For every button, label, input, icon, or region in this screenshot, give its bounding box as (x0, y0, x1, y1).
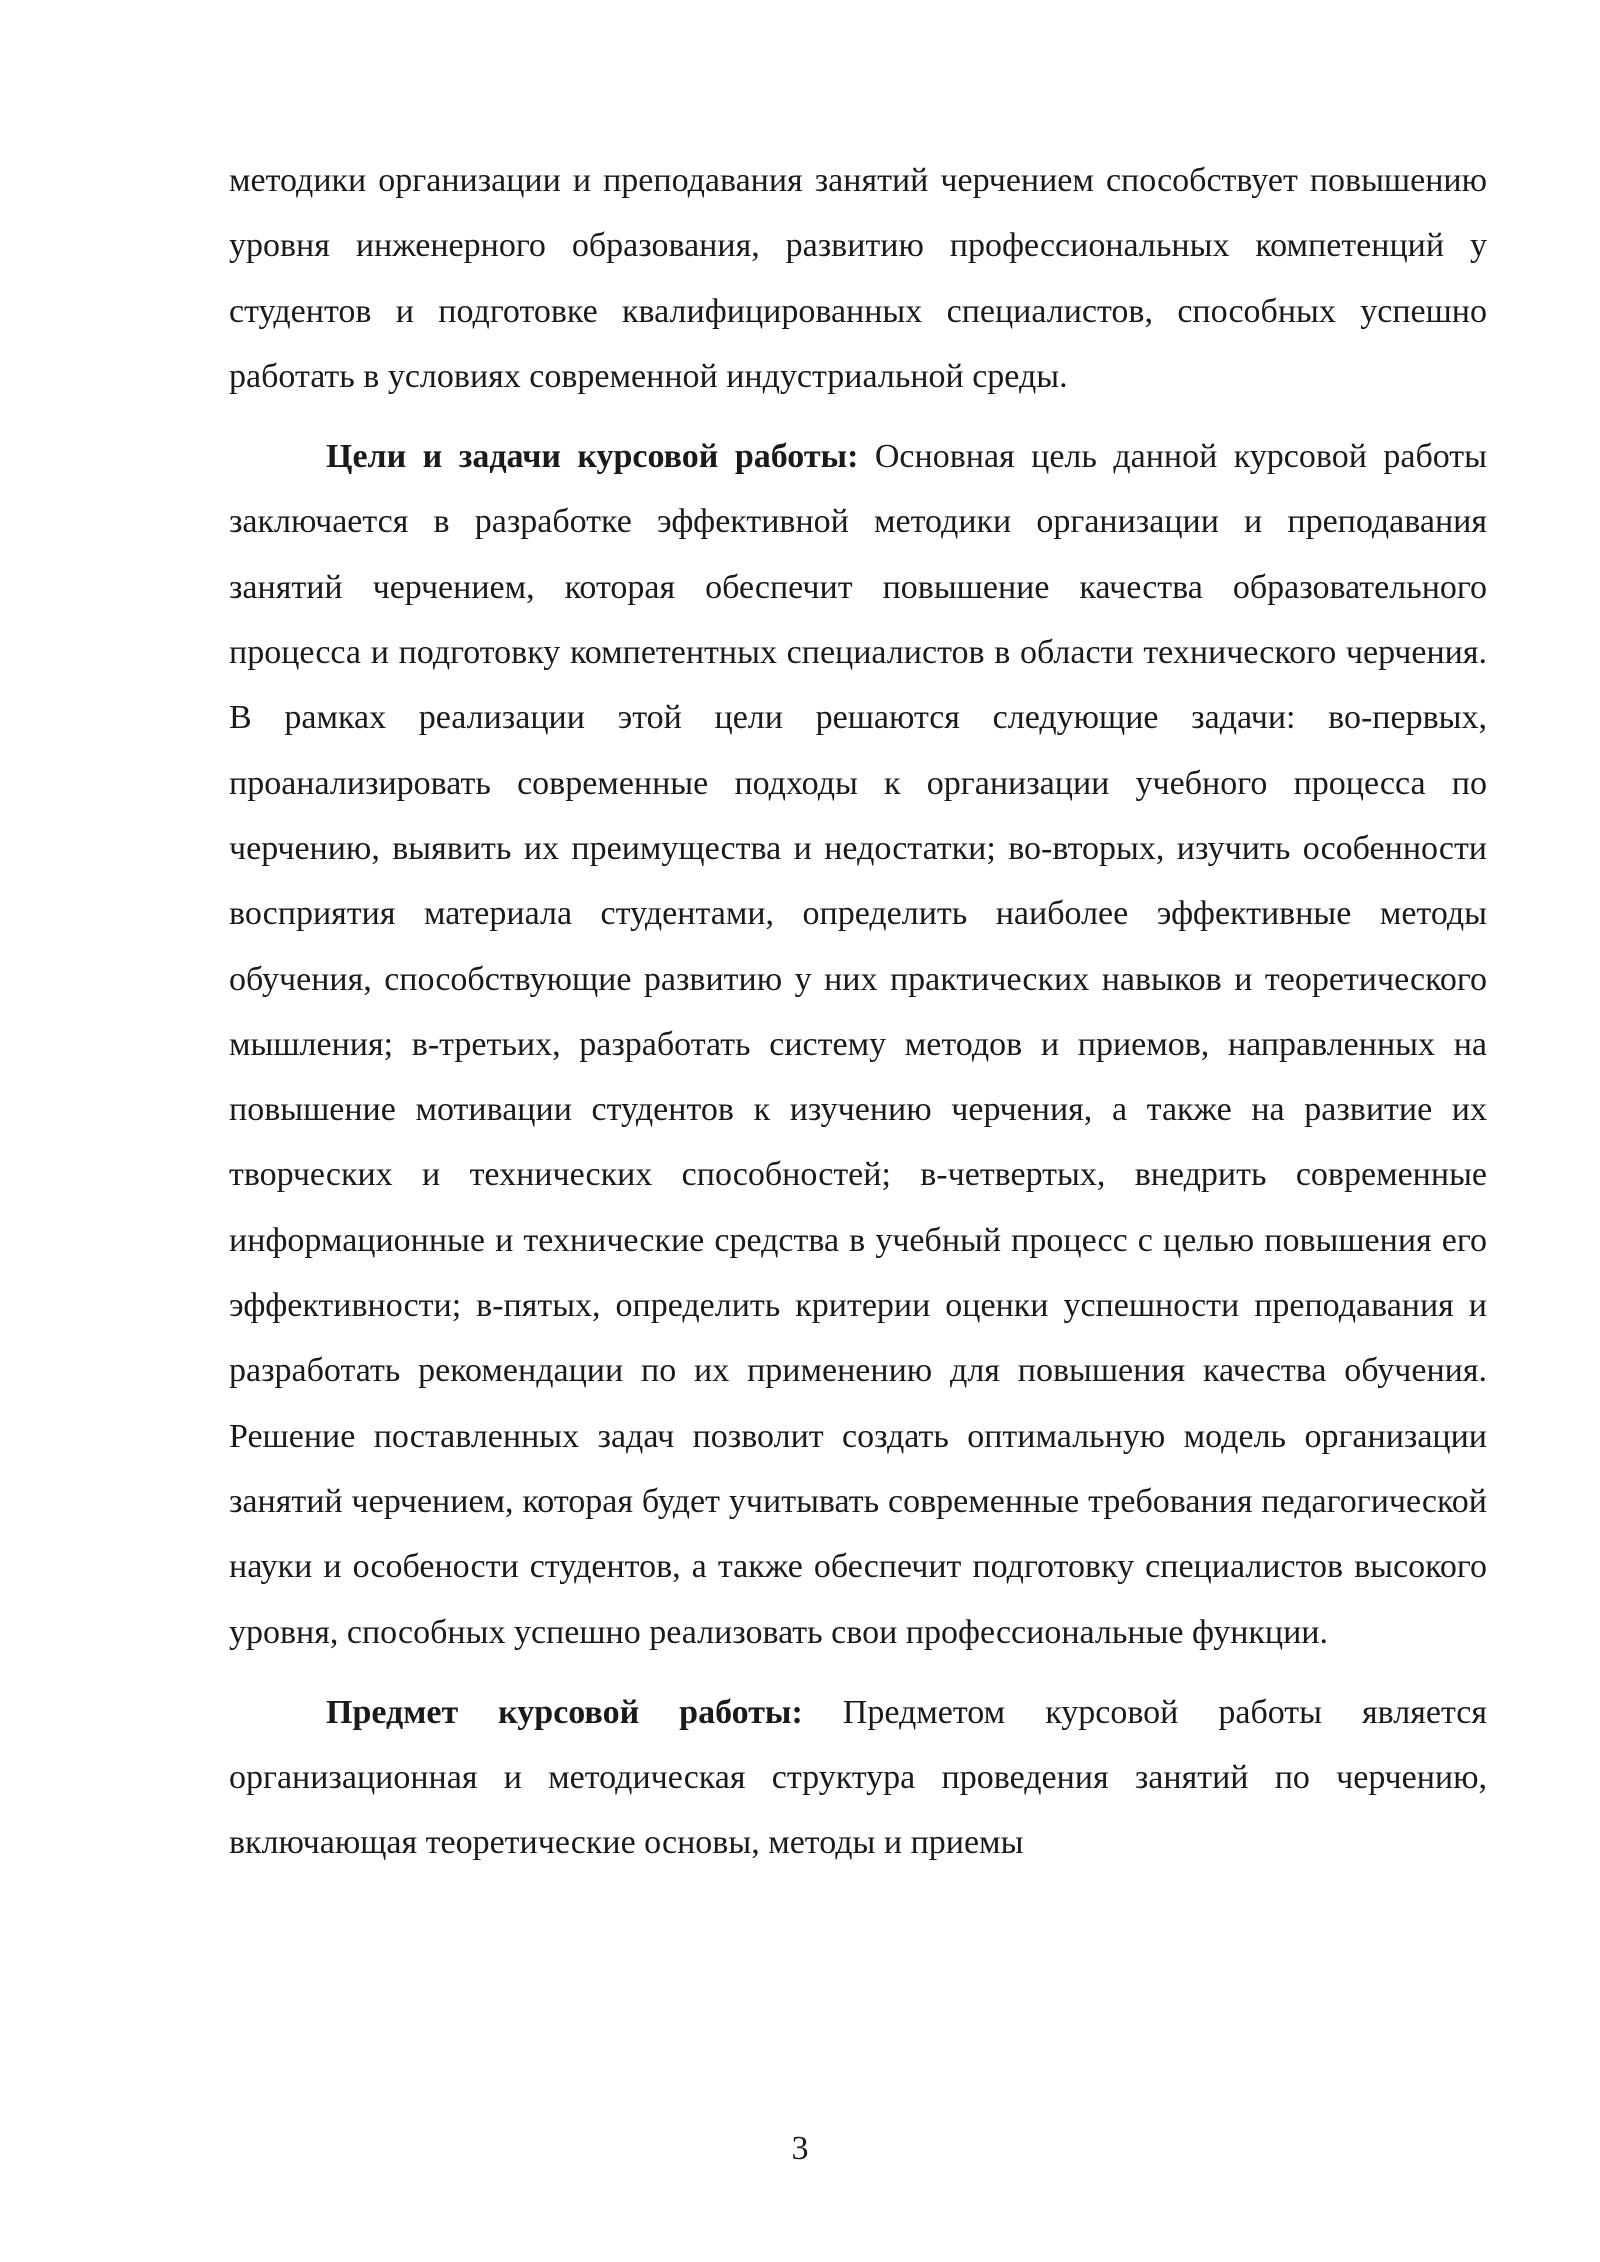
paragraph-subject (229, 1680, 1487, 1876)
document-body (229, 148, 1487, 1876)
paragraph-heading: Предмет курсовой работы: (326, 1693, 803, 1731)
paragraph-text: Предметом курсовой работы является организационная и методическая структура проведения занятий по черчению, включающая теоретические основы, методы и приемы (229, 1693, 1487, 1862)
paragraph-heading: Цели и задачи курсовой работы: (326, 438, 859, 476)
paragraph-text: методики организации и преподавания занятий черчением способствует повышению уровня инженерного образования, развитию профессиональных компетенций у студентов и подготовке квалифицированных специалистов, способных успешно работать в условиях современной индустриальной среды. (229, 162, 1487, 395)
paragraph-text: Основная цель данной курсовой работы заключается в разработке эффективной методики организации и преподавания занятий черчением, которая обеспечит повышение качества образовательного процесса и подготовку компетентных специалистов в области технического черчения. В рамках реализации этой цели решаются следующие задачи: во-первых, проанализировать современные подходы к организации учебного процесса по черчению, выявить их преимущества и недостатки; во-вторых, изучить особенности восприятия материала студентами, определить наиболее эффективные методы обучения, способствующие развитию у них практических навыков и теоретического мышления; в-третьих, разработать систему методов и приемов, направленных на повышение мотивации студентов к изучению черчения, а также на развитие их творческих и технических способностей; в-четвертых, внедрить современные информационные и технические средства в учебный процесс с целью повышения его эффективности; в-пятых, определить критерии оценки успешности преподавания и разработать рекомендации по их применению для повышения качества обучения. Решение поставленных задач позволит создать оптимальную модель организации занятий черчением, которая будет учитывать современные требования педагогической науки и особености студентов, а также обеспечит подготовку специалистов высокого уровня, способных успешно реализовать свои профессиональные функции. (229, 438, 1488, 1651)
page-number: 3 (791, 2130, 809, 2167)
paragraph-goals-and-tasks (229, 424, 1487, 1665)
paragraph-continuation (229, 148, 1487, 409)
